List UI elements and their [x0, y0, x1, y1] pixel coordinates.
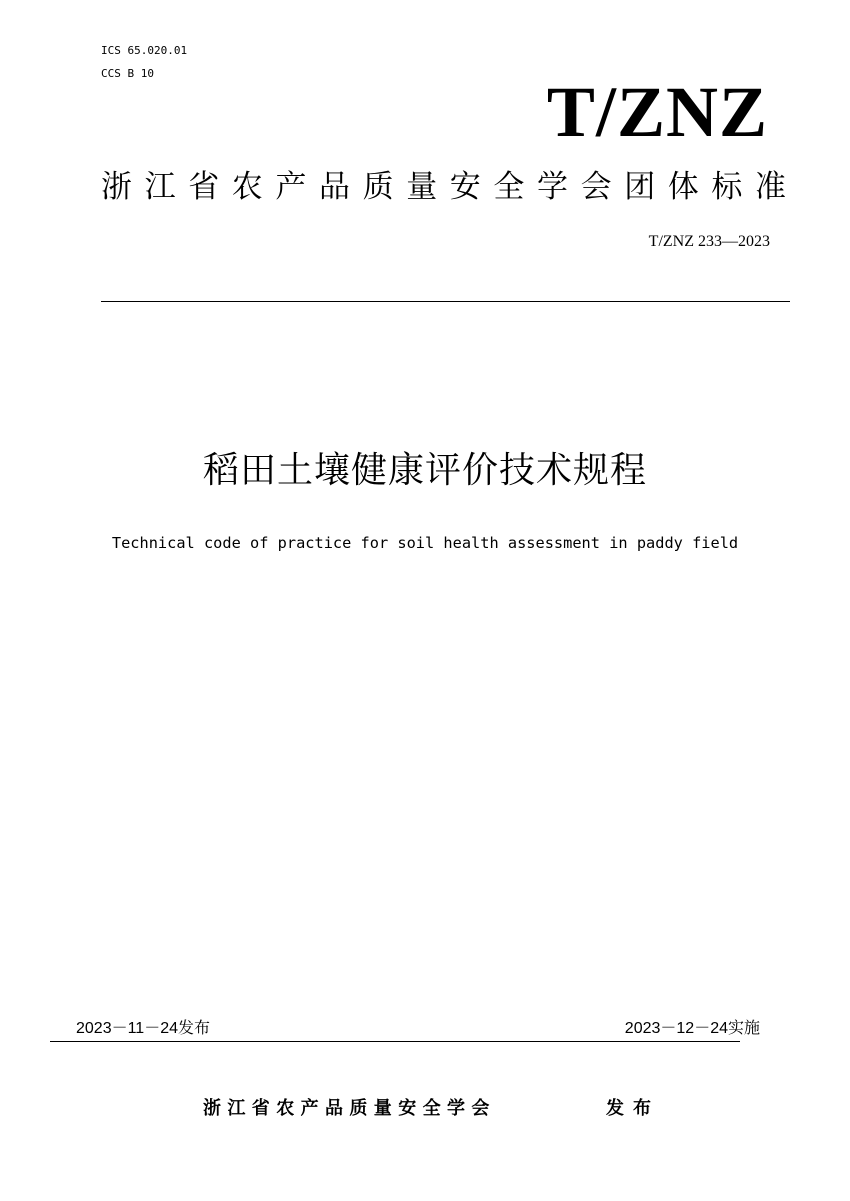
implementation-date: 2023－12－24实施	[624, 1020, 760, 1037]
ccs-code: CCS B 10	[101, 67, 154, 80]
footer-divider	[50, 1041, 740, 1042]
ics-code: ICS 65.020.01	[101, 44, 188, 57]
organization-heading: 浙江省农产品质量安全学会团体标准	[101, 169, 799, 205]
document-title-chinese: 稻田土壤健康评价技术规程	[202, 450, 647, 491]
issue-label: 发布	[606, 1098, 660, 1119]
document-title-english: Technical code of practice for soil health assessment in paddy field	[111, 534, 739, 552]
publication-date: 2023－11－24发布	[76, 1020, 211, 1037]
issuing-organization: 浙江省农产品质量安全学会	[203, 1098, 496, 1119]
standard-number: T/ZNZ 233—2023	[648, 233, 770, 250]
standard-logo: T/ZNZ	[546, 72, 768, 152]
header-divider	[101, 301, 790, 302]
